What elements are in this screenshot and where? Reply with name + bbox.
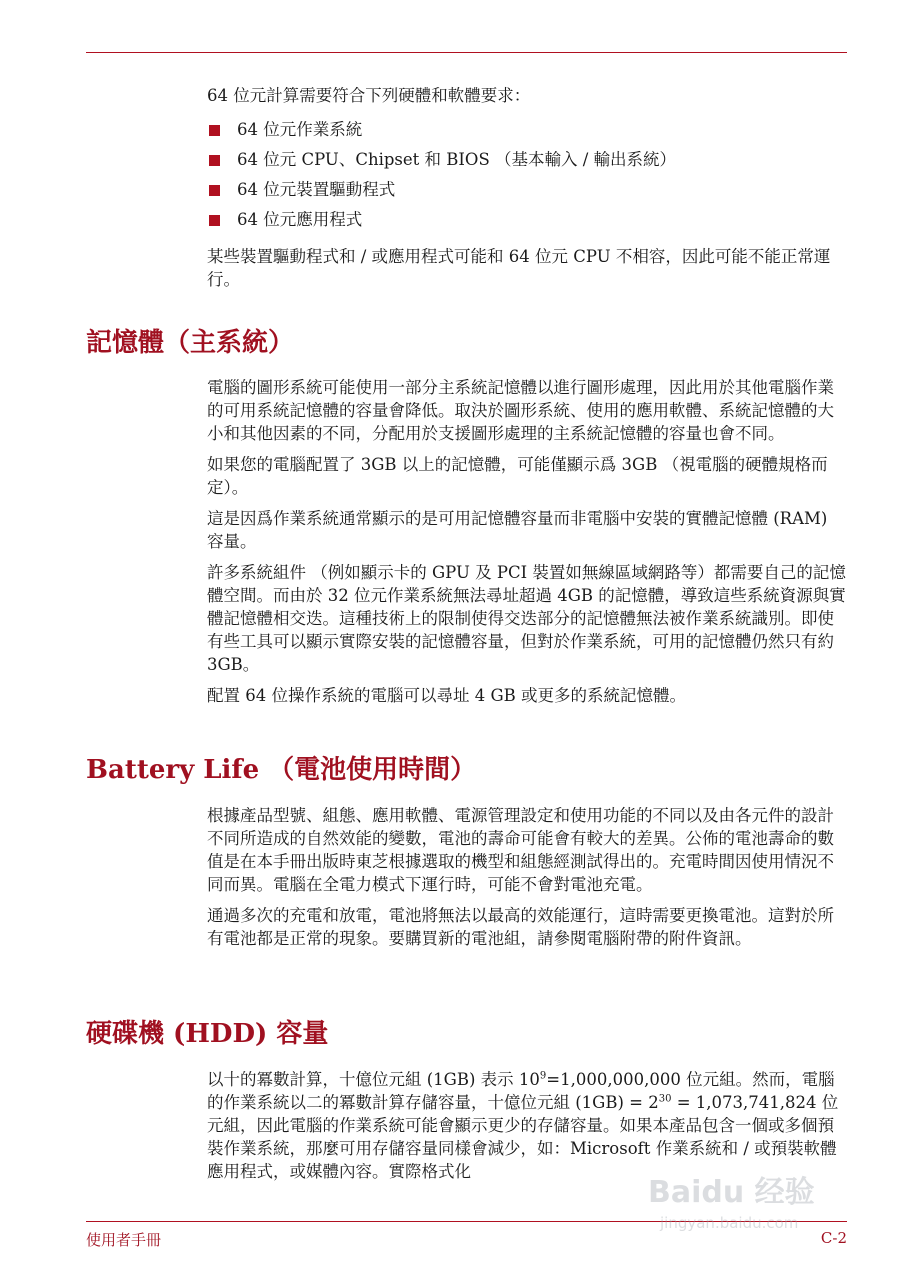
memory-paragraph: 這是因爲作業系統通常顯示的是可用記憶體容量而非電腦中安裝的實體記憶體 (RAM) 容量。 bbox=[207, 509, 828, 551]
list-item: 64 位元 CPU、Chipset 和 BIOS （基本輸入 / 輸出系統） bbox=[207, 145, 847, 175]
battery-heading: Battery Life （電池使用時間） bbox=[86, 755, 477, 785]
list-item: 64 位元應用程式 bbox=[207, 205, 847, 235]
list-item: 64 位元裝置驅動程式 bbox=[207, 175, 847, 205]
intro-note: 某些裝置驅動程式和 / 或應用程式可能和 64 位元 CPU 不相容，因此可能不能正常運行。 bbox=[207, 247, 831, 289]
memory-section bbox=[207, 376, 847, 715]
battery-section bbox=[207, 804, 847, 958]
battery-paragraph: 根據產品型號、組態、應用軟體、電源管理設定和使用功能的不同以及由各元件的設計不同所造成的自然效能的變數，電池的壽命可能會有較大的差異。公佈的電池壽命的數值是在本手冊出版時東芝根據選取的機型和組態經測試得出的。充電時間因使用情況不同而異。電腦在全電力模式下運行時，可能不會對電池充電。 bbox=[207, 806, 834, 894]
memory-heading: 記憶體（主系統） bbox=[86, 328, 295, 358]
hdd-paragraph: 以十的冪數計算，十億位元組 (1GB) 表示 $10^9=1,000,000,000$ 位元組。然而，電腦的作業系統以二的冪數計算存儲容量，十億位元組 $(1GB) = 2^{30} = 1,073,741,824$ 位元組，因此電腦的作業系統可能會顯示更少的存儲容量。如果本產品包含一個或多個預裝作業系統，那麼可用存儲容量同樣會減少，如：Microsoft 作業系統和 / 或預裝軟體應用程式，或媒體內容。實際格式化 bbox=[207, 1070, 839, 1181]
baidu-watermark-logo bbox=[640, 1168, 850, 1238]
footer-page-number: C-2 bbox=[820, 1229, 847, 1247]
battery-paragraph: 通過多次的充電和放電，電池將無法以最高的效能運行，這時需要更換電池。這對於所有電池都是正常的現象。要購買新的電池組，請參閱電腦附帶的附件資訊。 bbox=[207, 906, 834, 948]
memory-paragraph: 電腦的圖形系統可能使用一部分主系統記憶體以進行圖形處理，因此用於其他電腦作業的可用系統記憶體的容量會降低。取決於圖形系統、使用的應用軟體、系統記憶體的大小和其他因素的不同，分配用於支援圖形處理的主系統記憶體的容量也會不同。 bbox=[207, 378, 834, 443]
memory-paragraph: 許多系統組件 （例如顯示卡的 GPU 及 PCI 裝置如無線區域網路等）都需要自己的記憶體空間。而由於 32 位元作業系統無法尋址超過 4GB 的記憶體，導致這些系統資源與實體記憶體相交迭。這種技術上的限制使得交迭部分的記憶體無法被作業系統識別。即使有些工具可以顯示實際安裝的記憶體容量，但對於作業系統，可用的記憶體仍然只有約 3GB。 bbox=[207, 563, 846, 674]
intro-lead: 64 位元計算需要符合下列硬體和軟體要求： bbox=[207, 86, 531, 105]
hdd-heading: 硬碟機 (HDD) 容量 bbox=[86, 1019, 329, 1049]
memory-paragraph: 如果您的電腦配置了 3GB 以上的記憶體，可能僅顯示爲 3GB （視電腦的硬體規格而定）。 bbox=[207, 455, 828, 497]
square-bullet-icon bbox=[209, 155, 220, 166]
watermark-url: jingyan.baidu.com bbox=[660, 1214, 799, 1232]
square-bullet-icon bbox=[209, 125, 220, 136]
top-rule bbox=[86, 52, 847, 53]
memory-paragraph: 配置 64 位操作系統的電腦可以尋址 4 GB 或更多的系統記憶體。 bbox=[207, 686, 687, 705]
requirements-list bbox=[207, 115, 847, 235]
footer-manual-title: 使用者手冊 bbox=[86, 1231, 162, 1249]
list-item: 64 位元作業系統 bbox=[207, 115, 847, 145]
square-bullet-icon bbox=[209, 185, 220, 196]
watermark-brand: Baidu 经验 bbox=[648, 1175, 815, 1210]
square-bullet-icon bbox=[209, 215, 220, 226]
intro-section bbox=[207, 84, 847, 299]
